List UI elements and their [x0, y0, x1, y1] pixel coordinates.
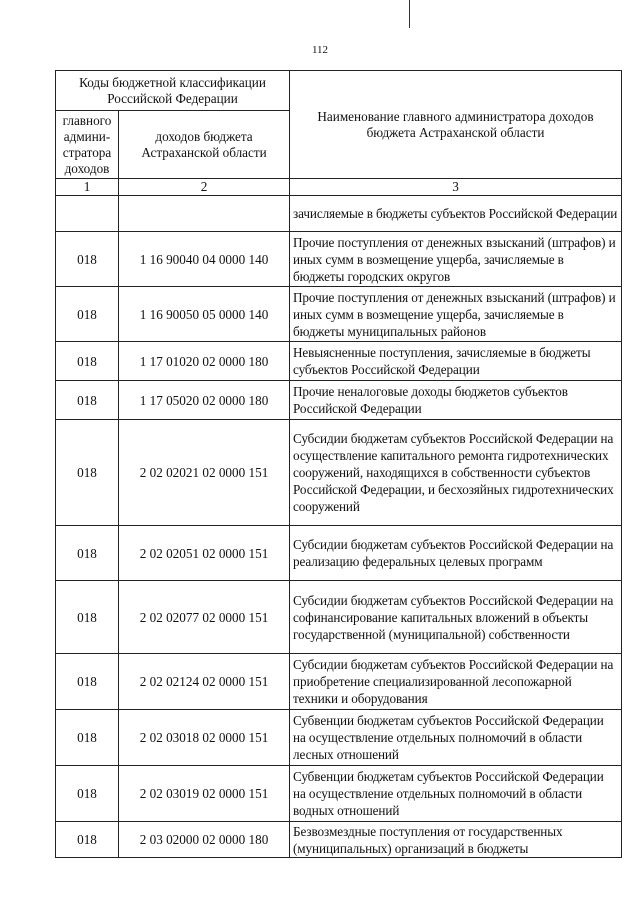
admin-code-cell: 018	[56, 526, 119, 581]
description-cell: Субвенции бюджетам субъектов Российской Федерации на осуществление отдельных полномочий в области водных отношений	[290, 766, 622, 822]
admin-code-cell: 018	[56, 766, 119, 822]
header-group-title: Коды бюджетной классификации Российской Федерации	[56, 71, 290, 111]
page-number: 112	[311, 44, 329, 56]
header-col1-title: главного админи-стратора доходов	[56, 111, 119, 179]
table-row	[56, 710, 622, 766]
budget-code-cell: 2 02 03019 02 0000 151	[119, 766, 290, 822]
admin-code-cell: 018	[56, 381, 119, 420]
table-row	[56, 287, 622, 342]
budget-code-cell: 1 17 01020 02 0000 180	[119, 342, 290, 381]
description-cell: Прочие поступления от денежных взысканий (штрафов) и иных сумм в возмещение ущерба, зачисляемые в бюджеты муниципальных районов	[290, 287, 622, 342]
description-cell: Прочие неналоговые доходы бюджетов субъектов Российской Федерации	[290, 381, 622, 420]
admin-code-cell: 018	[56, 581, 119, 654]
table-row	[56, 822, 622, 858]
admin-code-cell: 018	[56, 420, 119, 526]
admin-code-cell: 018	[56, 342, 119, 381]
description-cell: Невыясненные поступления, зачисляемые в бюджеты субъектов Российской Федерации	[290, 342, 622, 381]
admin-code-cell: 018	[56, 287, 119, 342]
budget-code-cell: 1 16 90050 05 0000 140	[119, 287, 290, 342]
table-row	[56, 342, 622, 381]
admin-code-cell: 018	[56, 822, 119, 858]
table-row	[56, 196, 622, 232]
description-cell: Прочие поступления от денежных взысканий (штрафов) и иных сумм в возмещение ущерба, зачисляемые в бюджеты городских округов	[290, 232, 622, 287]
column-number: 3	[290, 179, 622, 196]
admin-code-cell: 018	[56, 232, 119, 287]
budget-code-cell: 2 02 02021 02 0000 151	[119, 420, 290, 526]
table-row	[56, 766, 622, 822]
header-col3-title: Наименование главного администратора доходов бюджета Астраханской области	[290, 71, 622, 179]
header-row-group	[56, 71, 622, 111]
budget-code-cell	[119, 196, 290, 232]
budget-code-cell: 1 16 90040 04 0000 140	[119, 232, 290, 287]
budget-codes-table	[55, 70, 622, 858]
description-cell: Субсидии бюджетам субъектов Российской Федерации на приобретение специализированной лесопожарной техники и оборудования	[290, 654, 622, 710]
budget-code-cell: 2 02 02051 02 0000 151	[119, 526, 290, 581]
table-row	[56, 420, 622, 526]
admin-code-cell: 018	[56, 654, 119, 710]
description-cell: Субсидии бюджетам субъектов Российской Федерации на софинансирование капитальных вложений в объекты государственной (муниципальной) собственности	[290, 581, 622, 654]
table-row	[56, 526, 622, 581]
table-row	[56, 654, 622, 710]
description-cell: зачисляемые в бюджеты субъектов Российской Федерации	[290, 196, 622, 232]
admin-code-cell	[56, 196, 119, 232]
margin-rule	[409, 0, 410, 28]
budget-code-cell: 2 02 03018 02 0000 151	[119, 710, 290, 766]
budget-code-cell: 2 02 02124 02 0000 151	[119, 654, 290, 710]
column-number: 1	[56, 179, 119, 196]
table-row	[56, 581, 622, 654]
table-row	[56, 232, 622, 287]
description-cell: Субвенции бюджетам субъектов Российской Федерации на осуществление отдельных полномочий в области лесных отношений	[290, 710, 622, 766]
header-col2-title: доходов бюджета Астраханской области	[119, 111, 290, 179]
column-number: 2	[119, 179, 290, 196]
budget-code-cell: 2 03 02000 02 0000 180	[119, 822, 290, 858]
budget-code-cell: 1 17 05020 02 0000 180	[119, 381, 290, 420]
description-cell: Субсидии бюджетам субъектов Российской Федерации на осуществление капитального ремонта гидротехнических сооружений, находящихся в собственности субъектов Российской Федерации, и бесхозяйных гидротехнических сооружений	[290, 420, 622, 526]
description-cell: Безвозмездные поступления от государственных (муниципальных) организаций в бюджеты	[290, 822, 622, 858]
budget-code-cell: 2 02 02077 02 0000 151	[119, 581, 290, 654]
admin-code-cell: 018	[56, 710, 119, 766]
column-number-row	[56, 179, 622, 196]
table-row	[56, 381, 622, 420]
description-cell: Субсидии бюджетам субъектов Российской Федерации на реализацию федеральных целевых программ	[290, 526, 622, 581]
